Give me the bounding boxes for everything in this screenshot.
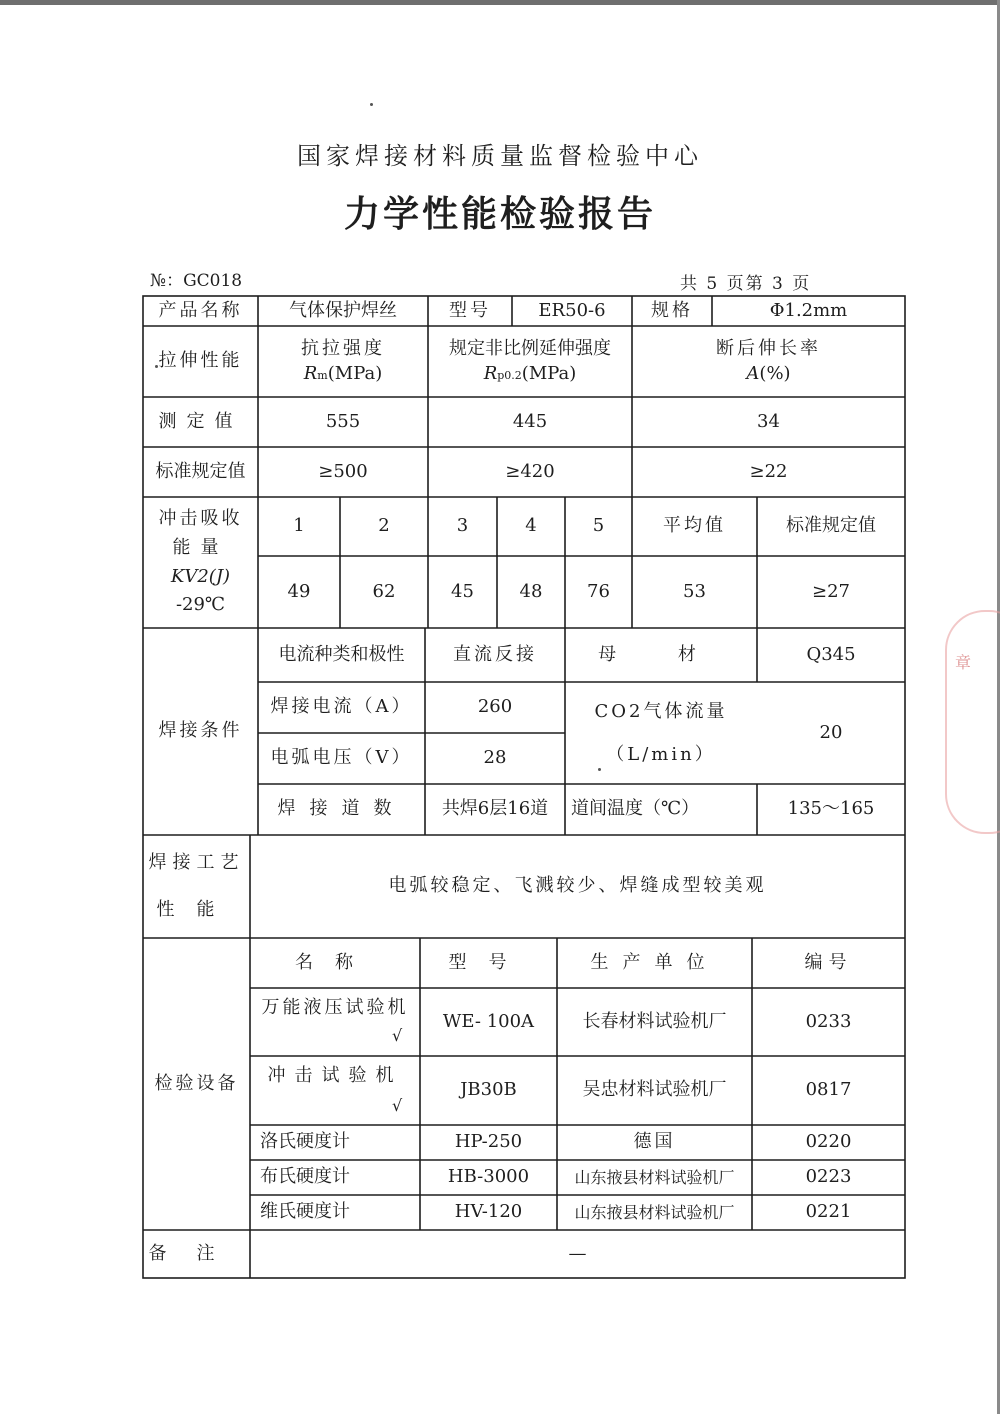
co2-flow-label-line1: CO2气体流量 bbox=[594, 700, 728, 722]
equipment-row5-name: 维氏硬度计 bbox=[260, 1201, 350, 1223]
equipment-row4-id: 0223 bbox=[805, 1166, 852, 1188]
weld-passes-label: 焊接道数 bbox=[277, 798, 406, 820]
impact-value-average: 53 bbox=[683, 580, 706, 602]
co2-flow-label-line2: （L/min） bbox=[606, 744, 716, 765]
base-metal-label: 母 材 bbox=[598, 643, 724, 665]
interpass-temp-label: 道间温度（℃） bbox=[571, 798, 700, 820]
equipment-row1-id: 0233 bbox=[805, 1010, 852, 1032]
equipment-row2-model: JB30B bbox=[460, 1079, 517, 1101]
model-value: ER50-6 bbox=[538, 299, 606, 321]
impact-label-line3: KV2(J) bbox=[170, 565, 231, 587]
process-value: 电弧较稳定、飞溅较少、焊缝成型较美观 bbox=[388, 875, 767, 897]
impact-header-3: 3 bbox=[456, 515, 469, 537]
yield-strength-name: 规定非比例延伸强度 bbox=[449, 338, 611, 360]
impact-label bbox=[143, 497, 258, 628]
spec-value: Φ1.2mm bbox=[769, 299, 848, 321]
equipment-row5-maker: 山东掖县材料试验机厂 bbox=[574, 1202, 735, 1222]
base-metal-value: Q345 bbox=[806, 643, 856, 665]
impact-header-average: 平均值 bbox=[663, 515, 726, 537]
current-type-value: 直流反接 bbox=[453, 643, 537, 665]
elongation-name: 断后伸长率 bbox=[716, 338, 821, 360]
equipment-row5-id: 0221 bbox=[805, 1201, 852, 1223]
equipment-row4-name: 布氏硬度计 bbox=[260, 1166, 350, 1188]
equipment-row1-model: WE- 100A bbox=[442, 1010, 535, 1032]
tensile-label: 拉伸性能 bbox=[158, 350, 243, 372]
yield-strength-header bbox=[428, 326, 632, 397]
impact-header-1: 1 bbox=[293, 515, 305, 537]
equipment-header-id: 编号 bbox=[804, 951, 853, 973]
arc-voltage-value: 28 bbox=[483, 747, 507, 769]
equipment-row3-name: 洛氏硬度计 bbox=[260, 1131, 350, 1153]
model-label: 型号 bbox=[449, 299, 491, 321]
impact-value-5: 76 bbox=[587, 580, 610, 602]
equipment-row3-id: 0220 bbox=[805, 1131, 852, 1153]
measured-label: 测定值 bbox=[158, 410, 243, 432]
standard-elongation: ≥22 bbox=[749, 460, 788, 482]
tensile-strength-unit-line: Rm(MPa) bbox=[303, 362, 383, 384]
measured-yield: 445 bbox=[512, 410, 548, 432]
equipment-row3-maker: 德国 bbox=[633, 1131, 676, 1153]
spec-label: 规格 bbox=[651, 299, 693, 321]
process-label-line2: 性能 bbox=[156, 898, 237, 920]
measured-tensile: 555 bbox=[325, 410, 361, 432]
co2-flow-label bbox=[565, 682, 757, 784]
equipment-row2-maker: 吴忠材料试验机厂 bbox=[582, 1079, 727, 1101]
welding-current-value: 260 bbox=[477, 696, 513, 718]
equipment-header-model: 型号 bbox=[448, 951, 529, 973]
check-mark-icon: √ bbox=[392, 1026, 403, 1045]
equipment-row2-name: 冲击试验机 bbox=[267, 1064, 403, 1086]
impact-value-standard: ≥27 bbox=[812, 580, 850, 602]
impact-value-1: 49 bbox=[287, 580, 311, 602]
impact-value-4: 48 bbox=[519, 580, 543, 602]
interpass-temp-value: 135～165 bbox=[787, 798, 875, 820]
impact-header-5: 5 bbox=[592, 515, 605, 537]
weld-passes-value: 共焊6层16道 bbox=[441, 798, 549, 820]
remarks-label: 备注 bbox=[148, 1242, 245, 1264]
yield-strength-unit-line: Rp0.2(MPa) bbox=[483, 362, 577, 384]
organization-title: 国家焊接材料质量监督检验中心 bbox=[297, 142, 703, 170]
impact-value-2: 62 bbox=[372, 580, 396, 602]
official-seal-stamp bbox=[945, 610, 1000, 834]
scan-speck bbox=[598, 768, 601, 771]
process-label-line1: 焊接工艺 bbox=[148, 851, 245, 873]
seal-text: 章 bbox=[955, 653, 972, 672]
product-name-label: 产品名称 bbox=[158, 299, 243, 321]
impact-header-2: 2 bbox=[378, 515, 390, 537]
equipment-row3-model: HP-250 bbox=[454, 1131, 523, 1153]
page-info: 共 5 页第 3 页 bbox=[680, 274, 812, 294]
product-name-value: 气体保护焊丝 bbox=[289, 299, 397, 321]
equipment-row5-model: HV-120 bbox=[454, 1201, 523, 1223]
impact-value-3: 45 bbox=[451, 580, 474, 602]
impact-label-line1: 冲击吸收 bbox=[158, 507, 243, 529]
process-label bbox=[143, 835, 250, 938]
standard-label: 标准规定值 bbox=[155, 460, 246, 482]
equipment-row2-id: 0817 bbox=[805, 1079, 852, 1101]
report-number: №：GC018 bbox=[150, 271, 243, 291]
equipment-row4-maker: 山东掖县材料试验机厂 bbox=[574, 1167, 735, 1187]
impact-label-line4: -29℃ bbox=[175, 594, 226, 616]
scan-speck bbox=[370, 103, 373, 106]
scan-speck bbox=[155, 365, 158, 368]
co2-flow-value: 20 bbox=[819, 721, 843, 743]
elongation-header bbox=[632, 326, 905, 397]
welding-label: 焊接条件 bbox=[158, 720, 243, 742]
equipment-row1-name: 万能液压试验机 bbox=[261, 996, 409, 1018]
standard-yield: ≥420 bbox=[505, 460, 555, 482]
impact-label-line2: 能量 bbox=[172, 536, 229, 558]
equipment-header-maker: 生产单位 bbox=[590, 951, 719, 973]
check-mark-icon: √ bbox=[392, 1096, 403, 1115]
impact-header-standard: 标准规定值 bbox=[786, 515, 876, 537]
standard-tensile: ≥500 bbox=[318, 460, 368, 482]
equipment-header-name: 名称 bbox=[295, 951, 375, 973]
equipment-row1-maker: 长春材料试验机厂 bbox=[582, 1010, 727, 1032]
current-type-label: 电流种类和极性 bbox=[278, 643, 405, 665]
impact-header-4: 4 bbox=[525, 515, 537, 537]
report-title: 力学性能检验报告 bbox=[343, 194, 656, 235]
measured-elongation: 34 bbox=[757, 410, 780, 432]
arc-voltage-label: 电弧电压（V） bbox=[270, 747, 413, 769]
tensile-strength-name: 抗拉强度 bbox=[301, 338, 385, 360]
equipment-row4-model: HB-3000 bbox=[447, 1166, 530, 1188]
welding-current-label: 焊接电流（A） bbox=[270, 696, 413, 718]
tensile-strength-header bbox=[258, 326, 428, 397]
equipment-label: 检验设备 bbox=[154, 1072, 239, 1094]
elongation-unit-line: A(%) bbox=[746, 362, 791, 384]
remarks-value: — bbox=[568, 1242, 587, 1264]
